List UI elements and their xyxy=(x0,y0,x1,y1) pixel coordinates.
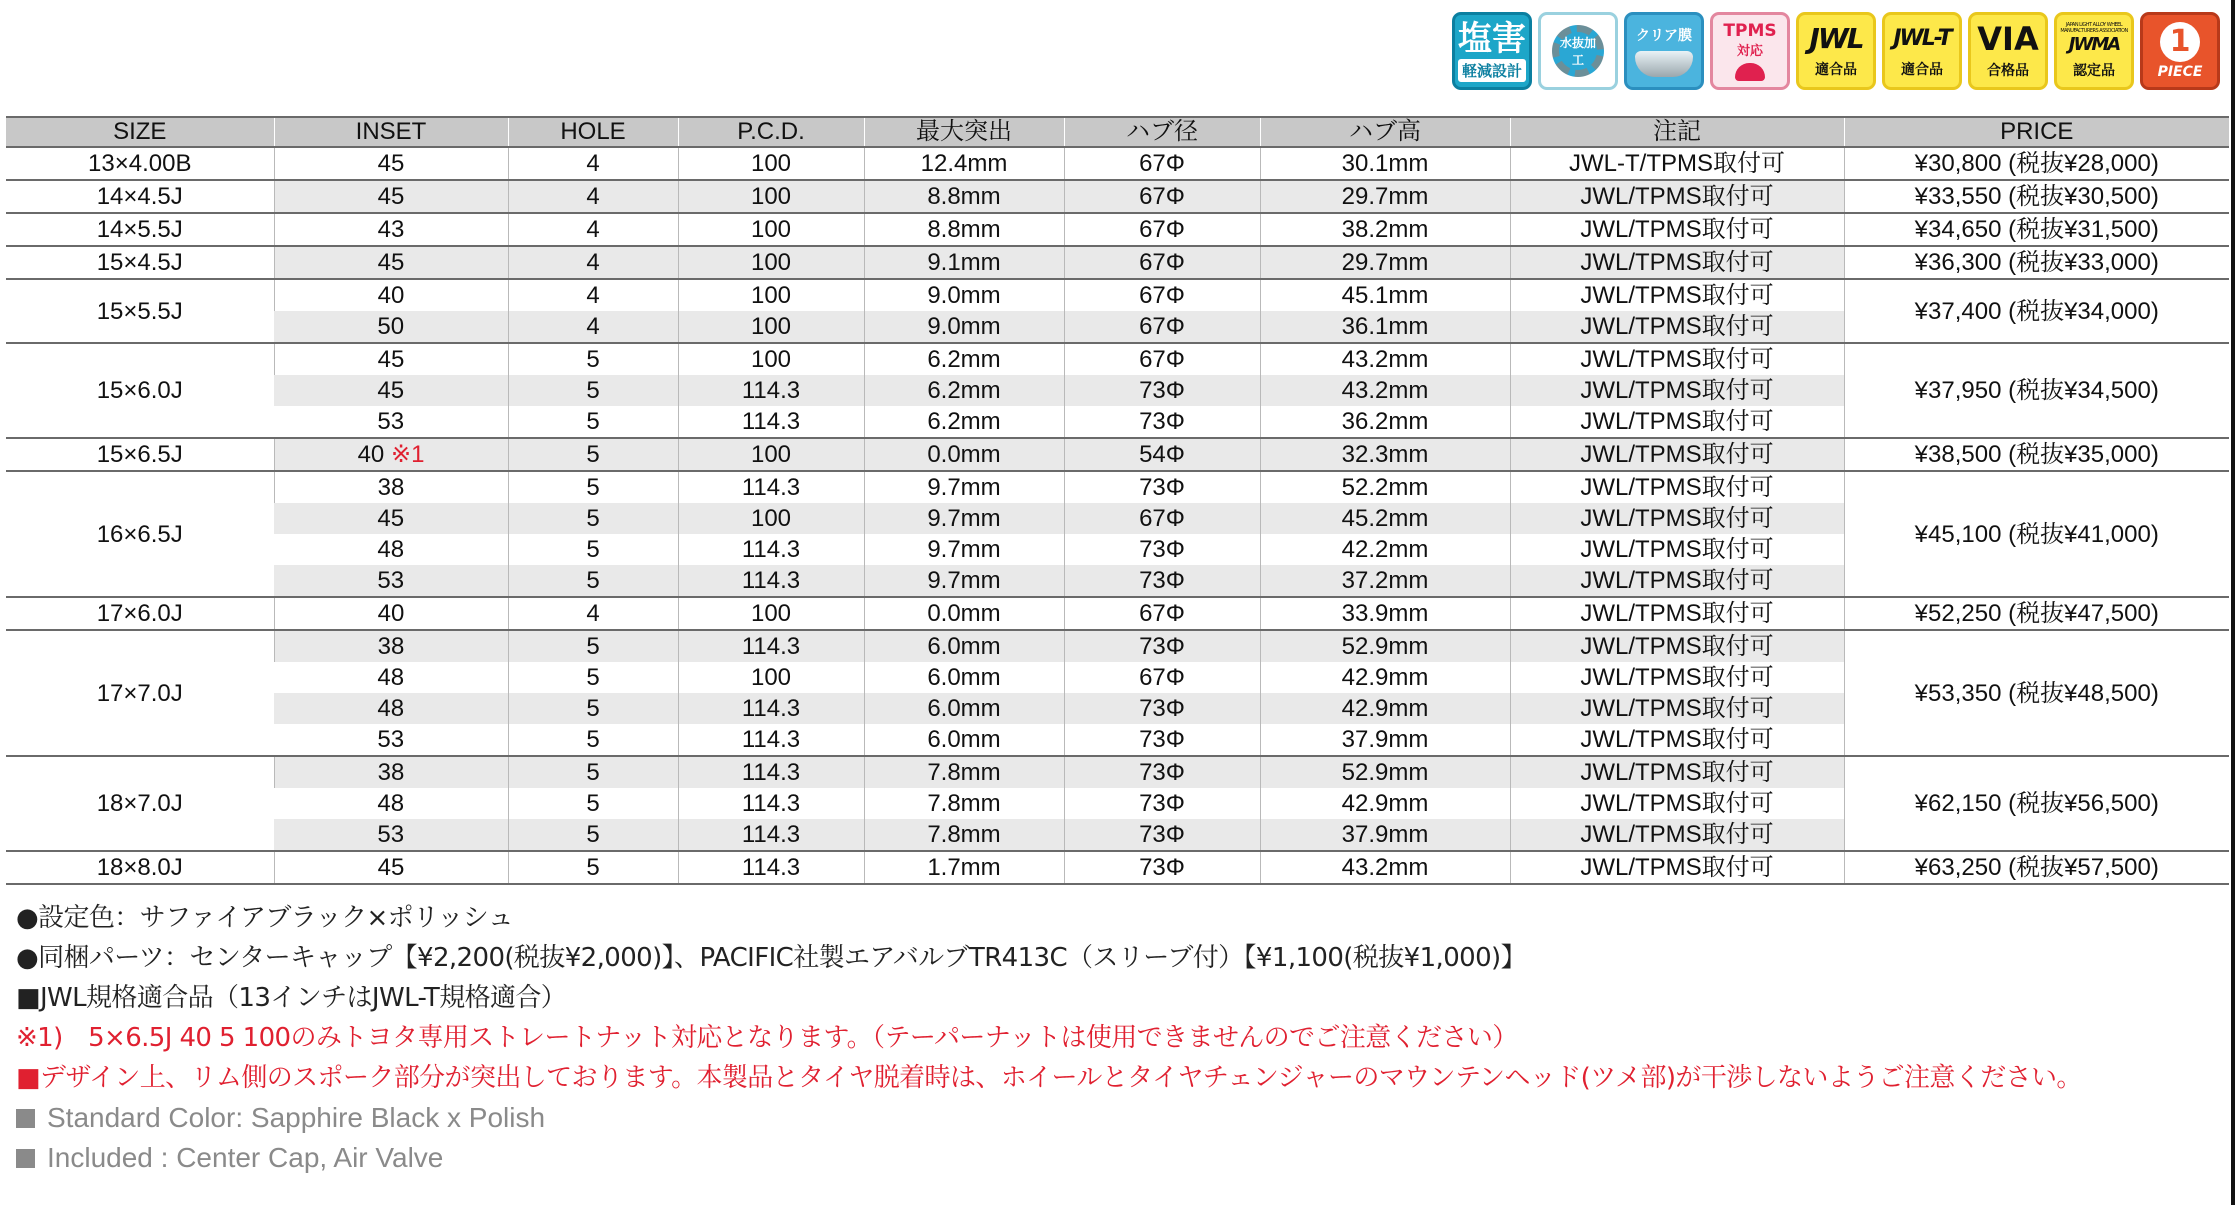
hub-diameter-cell: 67Φ xyxy=(1064,180,1260,213)
offset-cell: 7.8mm xyxy=(864,788,1064,819)
table-header-row xyxy=(6,117,2229,147)
tpms-badge: TPMS 対応 xyxy=(1710,12,1790,90)
gear-icon: 水抜加工 xyxy=(1552,25,1604,77)
feature-badges xyxy=(1452,12,2220,90)
price-cell: ¥45,100 (税抜¥41,000) xyxy=(1844,471,2229,597)
offset-cell: 9.7mm xyxy=(864,503,1064,534)
hub-height-cell: 32.3mm xyxy=(1260,438,1510,471)
design-warning: ■デザイン上、リム側のスポーク部分が突出しております。本製品とタイヤ脱着時は、ホイールとタイヤチェンジャーのマウンテンヘッド(ツメ部)が干渉しないようご注意ください。 xyxy=(16,1063,2082,1093)
hub-diameter-cell: 67Φ xyxy=(1064,662,1260,693)
price-cell: ¥63,250 (税抜¥57,500) xyxy=(1844,851,2229,884)
hub-height-cell: 29.7mm xyxy=(1260,180,1510,213)
hole-cell: 5 xyxy=(508,851,678,884)
hub-height-cell: 45.2mm xyxy=(1260,503,1510,534)
table-row xyxy=(6,438,2229,471)
note-cell: JWL/TPMS取付可 xyxy=(1510,819,1844,851)
hub-height-cell: 30.1mm xyxy=(1260,147,1510,180)
pcd-cell: 100 xyxy=(678,213,864,246)
inset-cell: 48 xyxy=(274,788,508,819)
jwl-t-badge: JWL-T 適合品 xyxy=(1882,12,1962,90)
pcd-cell: 100 xyxy=(678,662,864,693)
price-cell: ¥33,550 (税抜¥30,500) xyxy=(1844,180,2229,213)
hub-height-cell: 36.1mm xyxy=(1260,311,1510,343)
size-cell: 18×7.0J xyxy=(6,756,274,851)
offset-cell: 6.2mm xyxy=(864,406,1064,438)
hub-height-cell: 36.2mm xyxy=(1260,406,1510,438)
jwl-badge: JWL 適合品 xyxy=(1796,12,1876,90)
inset-cell: 53 xyxy=(274,819,508,851)
column-header: ハブ径 xyxy=(1064,117,1260,147)
offset-cell: 9.0mm xyxy=(864,279,1064,311)
color-note: ●設定色：サファイアブラック×ポリッシュ xyxy=(16,903,514,933)
size-cell: 14×5.5J xyxy=(6,213,274,246)
note-cell: JWL/TPMS取付可 xyxy=(1510,246,1844,279)
table-row xyxy=(6,851,2229,884)
note-cell: JWL/TPMS取付可 xyxy=(1510,630,1844,662)
pcd-cell: 100 xyxy=(678,147,864,180)
price-cell: ¥62,150 (税抜¥56,500) xyxy=(1844,756,2229,851)
hub-height-cell: 33.9mm xyxy=(1260,597,1510,630)
hub-height-cell: 42.2mm xyxy=(1260,534,1510,565)
note-cell: JWL-T/TPMS取付可 xyxy=(1510,147,1844,180)
offset-cell: 9.0mm xyxy=(864,311,1064,343)
column-header: ハブ高 xyxy=(1260,117,1510,147)
wheel-rim-icon xyxy=(1635,51,1693,77)
pcd-cell: 100 xyxy=(678,503,864,534)
hub-height-cell: 42.9mm xyxy=(1260,788,1510,819)
note-cell: JWL/TPMS取付可 xyxy=(1510,534,1844,565)
note-cell: JWL/TPMS取付可 xyxy=(1510,180,1844,213)
standard-color-en: Standard Color: Sapphire Black x Polish xyxy=(16,1098,2082,1138)
hub-height-cell: 42.9mm xyxy=(1260,693,1510,724)
offset-cell: 7.8mm xyxy=(864,819,1064,851)
price-cell: ¥38,500 (税抜¥35,000) xyxy=(1844,438,2229,471)
hub-diameter-cell: 67Φ xyxy=(1064,311,1260,343)
note-cell: JWL/TPMS取付可 xyxy=(1510,213,1844,246)
inset-cell xyxy=(274,438,508,471)
hub-diameter-cell: 73Φ xyxy=(1064,724,1260,756)
hub-diameter-cell: 73Φ xyxy=(1064,819,1260,851)
hole-cell: 4 xyxy=(508,311,678,343)
price-cell: ¥34,650 (税抜¥31,500) xyxy=(1844,213,2229,246)
hub-diameter-cell: 73Φ xyxy=(1064,406,1260,438)
hub-diameter-cell: 67Φ xyxy=(1064,147,1260,180)
hub-diameter-cell: 73Φ xyxy=(1064,375,1260,406)
offset-cell: 1.7mm xyxy=(864,851,1064,884)
pcd-cell: 114.3 xyxy=(678,788,864,819)
size-cell: 15×5.5J xyxy=(6,279,274,343)
hub-diameter-cell: 54Φ xyxy=(1064,438,1260,471)
offset-cell: 6.0mm xyxy=(864,662,1064,693)
pcd-cell: 114.3 xyxy=(678,375,864,406)
hub-diameter-cell: 73Φ xyxy=(1064,851,1260,884)
hole-cell: 5 xyxy=(508,630,678,662)
hole-cell: 4 xyxy=(508,597,678,630)
note-cell: JWL/TPMS取付可 xyxy=(1510,503,1844,534)
price-cell: ¥36,300 (税抜¥33,000) xyxy=(1844,246,2229,279)
pcd-cell: 114.3 xyxy=(678,756,864,788)
table-row xyxy=(6,213,2229,246)
hole-cell: 5 xyxy=(508,819,678,851)
hole-cell: 5 xyxy=(508,503,678,534)
hub-height-cell: 43.2mm xyxy=(1260,851,1510,884)
hub-diameter-cell: 67Φ xyxy=(1064,343,1260,375)
table-row xyxy=(6,471,2229,503)
pcd-cell: 114.3 xyxy=(678,534,864,565)
pcd-cell: 114.3 xyxy=(678,630,864,662)
size-cell: 18×8.0J xyxy=(6,851,274,884)
hole-cell: 5 xyxy=(508,375,678,406)
size-cell: 15×4.5J xyxy=(6,246,274,279)
inset-cell: 45 xyxy=(274,343,508,375)
note-cell: JWL/TPMS取付可 xyxy=(1510,279,1844,311)
water-drain-badge xyxy=(1538,12,1618,90)
offset-cell: 8.8mm xyxy=(864,213,1064,246)
offset-cell: 7.8mm xyxy=(864,756,1064,788)
hole-cell: 5 xyxy=(508,406,678,438)
pcd-cell: 100 xyxy=(678,180,864,213)
footnote-mark: ※1 xyxy=(390,441,425,468)
hub-diameter-cell: 67Φ xyxy=(1064,246,1260,279)
inset-cell: 53 xyxy=(274,565,508,597)
inset-cell: 40 xyxy=(274,279,508,311)
hub-diameter-cell: 73Φ xyxy=(1064,693,1260,724)
included-parts-note: ●同梱パーツ：センターキャップ【¥2,200(税抜¥2,000)】、PACIFIC社製エアバルブTR413C（スリーブ付）【¥1,100(税抜¥1,000)】 xyxy=(16,943,1526,973)
offset-cell: 6.0mm xyxy=(864,724,1064,756)
inset-cell: 48 xyxy=(274,534,508,565)
pcd-cell: 100 xyxy=(678,311,864,343)
hub-height-cell: 42.9mm xyxy=(1260,662,1510,693)
note-cell: JWL/TPMS取付可 xyxy=(1510,311,1844,343)
offset-cell: 9.1mm xyxy=(864,246,1064,279)
hole-cell: 5 xyxy=(508,693,678,724)
hub-diameter-cell: 73Φ xyxy=(1064,630,1260,662)
size-cell: 15×6.5J xyxy=(6,438,274,471)
inset-cell: 53 xyxy=(274,406,508,438)
column-header: P.C.D. xyxy=(678,117,864,147)
pcd-cell: 114.3 xyxy=(678,693,864,724)
hub-height-cell: 52.2mm xyxy=(1260,471,1510,503)
inset-cell: 40 xyxy=(274,597,508,630)
hole-cell: 5 xyxy=(508,662,678,693)
hub-height-cell: 37.9mm xyxy=(1260,724,1510,756)
hole-cell: 5 xyxy=(508,756,678,788)
size-cell: 13×4.00B xyxy=(6,147,274,180)
pcd-cell: 114.3 xyxy=(678,565,864,597)
via-badge: VIA 合格品 xyxy=(1968,12,2048,90)
table-row xyxy=(6,147,2229,180)
hub-diameter-cell: 73Φ xyxy=(1064,471,1260,503)
column-header: PRICE xyxy=(1844,117,2229,147)
column-header: HOLE xyxy=(508,117,678,147)
inset-cell: 45 xyxy=(274,851,508,884)
note-cell: JWL/TPMS取付可 xyxy=(1510,565,1844,597)
note-cell: JWL/TPMS取付可 xyxy=(1510,851,1844,884)
inset-cell: 48 xyxy=(274,693,508,724)
hub-height-cell: 37.9mm xyxy=(1260,819,1510,851)
table-row xyxy=(6,180,2229,213)
clear-coat-badge: クリア膜 xyxy=(1624,12,1704,90)
offset-cell: 9.7mm xyxy=(864,565,1064,597)
pcd-cell: 100 xyxy=(678,246,864,279)
price-cell: ¥53,350 (税抜¥48,500) xyxy=(1844,630,2229,756)
note-cell: JWL/TPMS取付可 xyxy=(1510,662,1844,693)
hole-cell: 4 xyxy=(508,147,678,180)
offset-cell: 6.0mm xyxy=(864,630,1064,662)
offset-cell: 6.0mm xyxy=(864,693,1064,724)
table-row xyxy=(6,630,2229,662)
hole-cell: 4 xyxy=(508,279,678,311)
inset-value: 40 xyxy=(357,441,385,468)
note-cell: JWL/TPMS取付可 xyxy=(1510,343,1844,375)
note-cell: JWL/TPMS取付可 xyxy=(1510,724,1844,756)
square-bullet-icon xyxy=(16,1109,35,1128)
size-cell: 16×6.5J xyxy=(6,471,274,597)
nut-note: ※1) 5×6.5J 40 5 100のみトヨタ専用ストレートナット対応となります。（テーパーナットは使用できませんのでご注意ください） xyxy=(16,1023,1518,1053)
offset-cell: 8.8mm xyxy=(864,180,1064,213)
hole-cell: 5 xyxy=(508,534,678,565)
jwma-badge: JAPAN LIGHT ALLOY WHEEL MANUFACTURERS ASSOCIATION JWMA 認定品 xyxy=(2054,12,2134,90)
hub-height-cell: 38.2mm xyxy=(1260,213,1510,246)
note-cell: JWL/TPMS取付可 xyxy=(1510,375,1844,406)
inset-cell: 50 xyxy=(274,311,508,343)
pcd-cell: 114.3 xyxy=(678,406,864,438)
note-cell: JWL/TPMS取付可 xyxy=(1510,406,1844,438)
column-header: 注記 xyxy=(1510,117,1844,147)
pcd-cell: 114.3 xyxy=(678,471,864,503)
offset-cell: 0.0mm xyxy=(864,597,1064,630)
hub-height-cell: 52.9mm xyxy=(1260,630,1510,662)
column-header: 最大突出 xyxy=(864,117,1064,147)
price-cell: ¥37,950 (税抜¥34,500) xyxy=(1844,343,2229,438)
inset-cell: 38 xyxy=(274,471,508,503)
inset-cell: 45 xyxy=(274,503,508,534)
hole-cell: 4 xyxy=(508,180,678,213)
table-row xyxy=(6,246,2229,279)
hub-diameter-cell: 73Φ xyxy=(1064,565,1260,597)
hub-height-cell: 52.9mm xyxy=(1260,756,1510,788)
table-row xyxy=(6,597,2229,630)
notes-section xyxy=(16,898,2082,1178)
size-cell: 17×6.0J xyxy=(6,597,274,630)
note-cell: JWL/TPMS取付可 xyxy=(1510,756,1844,788)
included-en: Included : Center Cap, Air Valve xyxy=(16,1138,2082,1178)
price-cell: ¥37,400 (税抜¥34,000) xyxy=(1844,279,2229,343)
size-cell: 14×4.5J xyxy=(6,180,274,213)
pcd-cell: 114.3 xyxy=(678,724,864,756)
one-piece-badge: 1 PIECE xyxy=(2140,12,2220,90)
hole-cell: 4 xyxy=(508,246,678,279)
note-cell: JWL/TPMS取付可 xyxy=(1510,471,1844,503)
note-cell: JWL/TPMS取付可 xyxy=(1510,597,1844,630)
column-header: SIZE xyxy=(6,117,274,147)
pcd-cell: 114.3 xyxy=(678,819,864,851)
inset-cell: 48 xyxy=(274,662,508,693)
hub-diameter-cell: 67Φ xyxy=(1064,279,1260,311)
hole-cell: 4 xyxy=(508,213,678,246)
sensor-icon xyxy=(1735,63,1765,81)
hub-diameter-cell: 73Φ xyxy=(1064,788,1260,819)
salt-damage-badge: 塩害 軽減設計 xyxy=(1452,12,1532,90)
offset-cell: 12.4mm xyxy=(864,147,1064,180)
hub-diameter-cell: 67Φ xyxy=(1064,213,1260,246)
hole-cell: 5 xyxy=(508,565,678,597)
inset-cell: 45 xyxy=(274,180,508,213)
wheel-spec-table xyxy=(6,116,2229,885)
hole-cell: 5 xyxy=(508,471,678,503)
hub-height-cell: 43.2mm xyxy=(1260,343,1510,375)
hole-cell: 5 xyxy=(508,438,678,471)
hub-diameter-cell: 67Φ xyxy=(1064,503,1260,534)
offset-cell: 0.0mm xyxy=(864,438,1064,471)
pcd-cell: 100 xyxy=(678,438,864,471)
note-cell: JWL/TPMS取付可 xyxy=(1510,788,1844,819)
hub-diameter-cell: 73Φ xyxy=(1064,534,1260,565)
inset-cell: 45 xyxy=(274,147,508,180)
hub-height-cell: 29.7mm xyxy=(1260,246,1510,279)
inset-cell: 53 xyxy=(274,724,508,756)
hub-diameter-cell: 67Φ xyxy=(1064,597,1260,630)
pcd-cell: 100 xyxy=(678,597,864,630)
pcd-cell: 100 xyxy=(678,343,864,375)
square-bullet-icon xyxy=(16,1149,35,1168)
note-cell: JWL/TPMS取付可 xyxy=(1510,693,1844,724)
hub-diameter-cell: 73Φ xyxy=(1064,756,1260,788)
hole-cell: 5 xyxy=(508,724,678,756)
hole-cell: 5 xyxy=(508,343,678,375)
offset-cell: 9.7mm xyxy=(864,471,1064,503)
pcd-cell: 100 xyxy=(678,279,864,311)
offset-cell: 6.2mm xyxy=(864,375,1064,406)
inset-cell: 38 xyxy=(274,756,508,788)
hole-cell: 5 xyxy=(508,788,678,819)
table-row xyxy=(6,279,2229,311)
hub-height-cell: 37.2mm xyxy=(1260,565,1510,597)
table-row xyxy=(6,756,2229,788)
right-edge-border xyxy=(2231,0,2235,1205)
offset-cell: 9.7mm xyxy=(864,534,1064,565)
jwl-note: ■JWL規格適合品（13インチはJWL-T規格適合） xyxy=(16,983,567,1013)
hub-height-cell: 45.1mm xyxy=(1260,279,1510,311)
table-row xyxy=(6,343,2229,375)
note-cell: JWL/TPMS取付可 xyxy=(1510,438,1844,471)
price-cell: ¥52,250 (税抜¥47,500) xyxy=(1844,597,2229,630)
offset-cell: 6.2mm xyxy=(864,343,1064,375)
inset-cell: 45 xyxy=(274,375,508,406)
column-header: INSET xyxy=(274,117,508,147)
inset-cell: 43 xyxy=(274,213,508,246)
size-cell: 15×6.0J xyxy=(6,343,274,438)
pcd-cell: 114.3 xyxy=(678,851,864,884)
hub-height-cell: 43.2mm xyxy=(1260,375,1510,406)
inset-cell: 38 xyxy=(274,630,508,662)
size-cell: 17×7.0J xyxy=(6,630,274,756)
price-cell: ¥30,800 (税抜¥28,000) xyxy=(1844,147,2229,180)
inset-cell: 45 xyxy=(274,246,508,279)
